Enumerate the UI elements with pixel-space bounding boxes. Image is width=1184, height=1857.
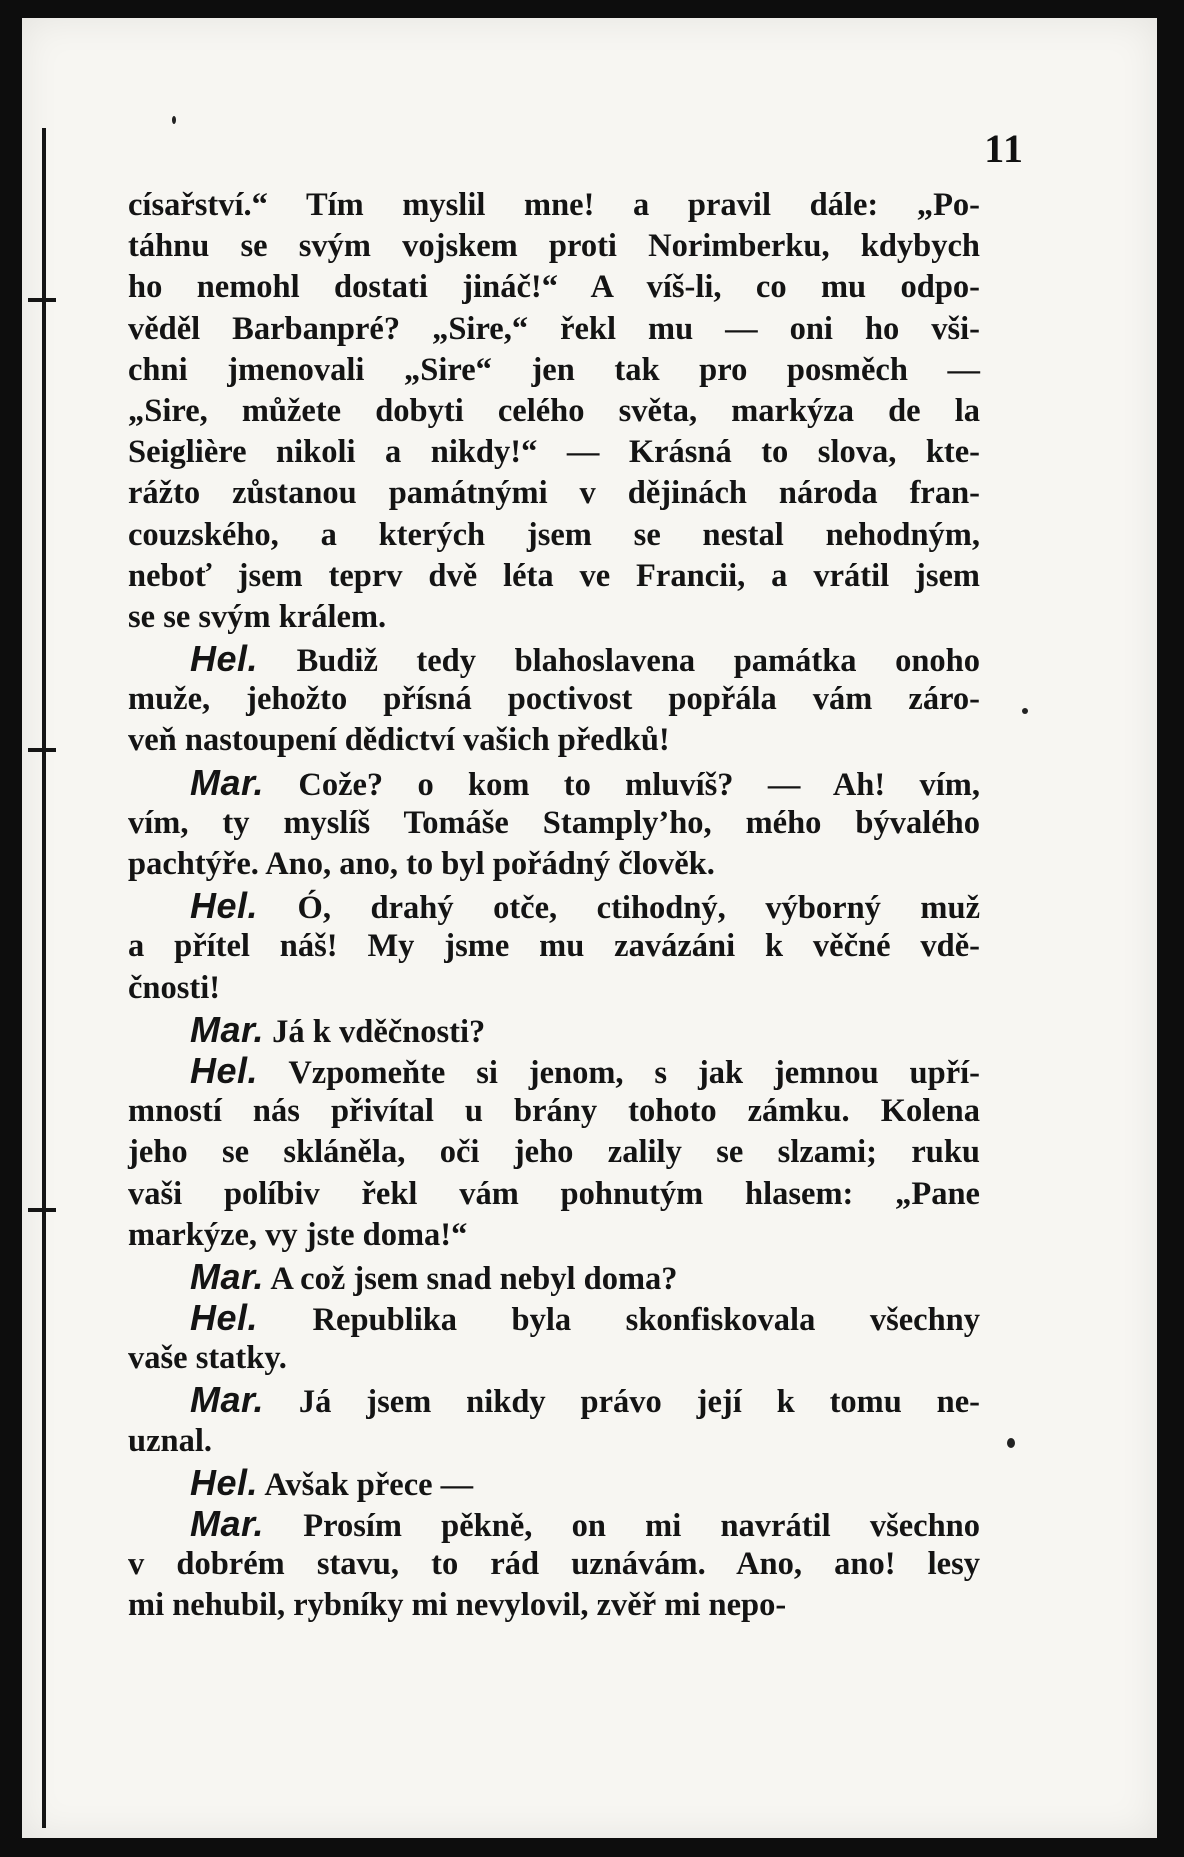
line-text: mností nás přivítal u brány tohoto zámku. Kolena (128, 1093, 980, 1130)
binding-tick (28, 298, 56, 302)
line-text: „Sire, můžete dobyti celého světa, markýza de la (128, 392, 980, 429)
page-body-text (128, 185, 980, 1627)
speaker-label: Hel. (190, 1297, 259, 1339)
line-text: veň nastoupení dědictví vašich předků! (128, 722, 670, 759)
line-text: jeho se skláněla, oči jeho zalily se slzami; ruku (128, 1134, 980, 1171)
ink-speck (172, 116, 176, 124)
page-number: 11 (984, 126, 1024, 171)
ink-speck (1007, 1438, 1015, 1448)
line-text: chni jmenovali „Sire“ jen tak pro posměch — (128, 351, 980, 388)
text-line (128, 1379, 980, 1420)
text-line (128, 515, 980, 556)
text-line (128, 350, 980, 391)
text-line (128, 1585, 980, 1626)
line-text: markýze, vy jste doma!“ (128, 1216, 468, 1253)
line-text: couzského, a kterých jsem se nestal nehodným, (128, 516, 980, 553)
text-line (128, 1050, 980, 1091)
speaker-label: Mar. (190, 1008, 265, 1050)
line-text: mi nehubil, rybníky mi nevylovil, zvěř mi nepo- (128, 1587, 787, 1624)
text-line (128, 1338, 980, 1379)
binding-tick (28, 748, 56, 752)
text-line (128, 1503, 980, 1544)
line-text: Republika byla skonfiskovala všechny (258, 1302, 980, 1339)
line-text: čnosti! (128, 969, 221, 1006)
line-text: věděl Barbanpré? „Sire,“ řekl mu — oni ho vši- (128, 310, 980, 347)
text-line (128, 185, 980, 226)
line-text: táhnu se svým vojskem proti Norimberku, kdybych (128, 228, 980, 265)
text-line (128, 473, 980, 514)
speaker-label: Mar. (190, 761, 265, 803)
text-line (128, 968, 980, 1009)
line-text: Já jsem nikdy právo její k tomu ne- (264, 1384, 980, 1421)
text-line (128, 885, 980, 926)
text-line (128, 720, 980, 761)
line-text: A což jsem snad nebyl doma? (264, 1260, 678, 1297)
line-text: muže, jehožto přísná poctivost popřála vám záro- (128, 681, 980, 718)
line-text: Seiglière nikoli a nikdy!“ — Krásná to slova, kte- (128, 434, 980, 471)
text-line (128, 1297, 980, 1338)
text-line (128, 1421, 980, 1462)
line-text: Budiž tedy blahoslavena památka onoho (258, 643, 980, 680)
text-line (128, 1215, 980, 1256)
text-line (128, 926, 980, 967)
speaker-label: Hel. (190, 1049, 259, 1091)
speaker-label: Hel. (190, 638, 259, 680)
text-line (128, 679, 980, 720)
line-text: vaši políbiv řekl vám pohnutým hlasem: „Pane (128, 1175, 980, 1212)
speaker-label: Hel. (190, 885, 259, 927)
text-line (128, 267, 980, 308)
line-text: Avšak přece — (258, 1466, 474, 1503)
text-line (128, 1174, 980, 1215)
line-text: v dobrém stavu, to rád uznávám. Ano, ano! lesy (128, 1546, 980, 1583)
text-line (128, 1462, 980, 1503)
text-line (128, 597, 980, 638)
text-line (128, 803, 980, 844)
line-text: ho nemohl dostati jináč!“ A víš-li, co mu odpo- (128, 269, 980, 306)
line-text: císařství.“ Tím myslil mne! a pravil dále: „Po- (128, 187, 980, 223)
line-text: Ó, drahý otče, ctihodný, výborný muž (258, 890, 980, 927)
text-line (128, 1544, 980, 1585)
line-text: a přítel náš! My jsme mu zavázáni k věčné vdě- (128, 928, 980, 965)
text-line (128, 1009, 980, 1050)
text-line (128, 1132, 980, 1173)
line-text: vím, ty myslíš Tomáše Stamply’ho, mého bývalého (128, 804, 980, 841)
speaker-label: Mar. (190, 1503, 265, 1544)
speaker-label: Mar. (190, 1255, 265, 1297)
text-line (128, 309, 980, 350)
text-line (128, 844, 980, 885)
text-line (128, 638, 980, 679)
ink-speck (1022, 708, 1028, 714)
text-line (128, 1256, 980, 1297)
line-text: pachtýře. Ano, ano, to byl pořádný člověk. (128, 846, 715, 882)
text-line (128, 432, 980, 473)
line-text: vaše statky. (128, 1340, 287, 1377)
line-text: rážto zůstanou památnými v dějinách národa fran- (128, 475, 980, 512)
line-text: neboť jsem teprv dvě léta ve Francii, a vrátil jsem (128, 557, 980, 594)
line-text: uznal. (128, 1422, 212, 1459)
line-text: se se svým králem. (128, 598, 387, 635)
line-text: Vzpomeňte si jenom, s jak jemnou upří- (258, 1054, 980, 1091)
text-line (128, 1091, 980, 1132)
text-line (128, 762, 980, 803)
text-line (128, 556, 980, 597)
text-line (128, 391, 980, 432)
binding-tick (28, 1208, 56, 1212)
text-line (128, 226, 980, 267)
line-text: Cože? o kom to mluvíš? — Ah! vím, (264, 766, 980, 803)
binding-edge (42, 128, 46, 1828)
speaker-label: Hel. (190, 1461, 259, 1503)
speaker-label: Mar. (190, 1379, 265, 1421)
line-text: Já k vděčnosti? (264, 1013, 486, 1050)
line-text: Prosím pěkně, on mi navrátil všechno (264, 1508, 980, 1544)
